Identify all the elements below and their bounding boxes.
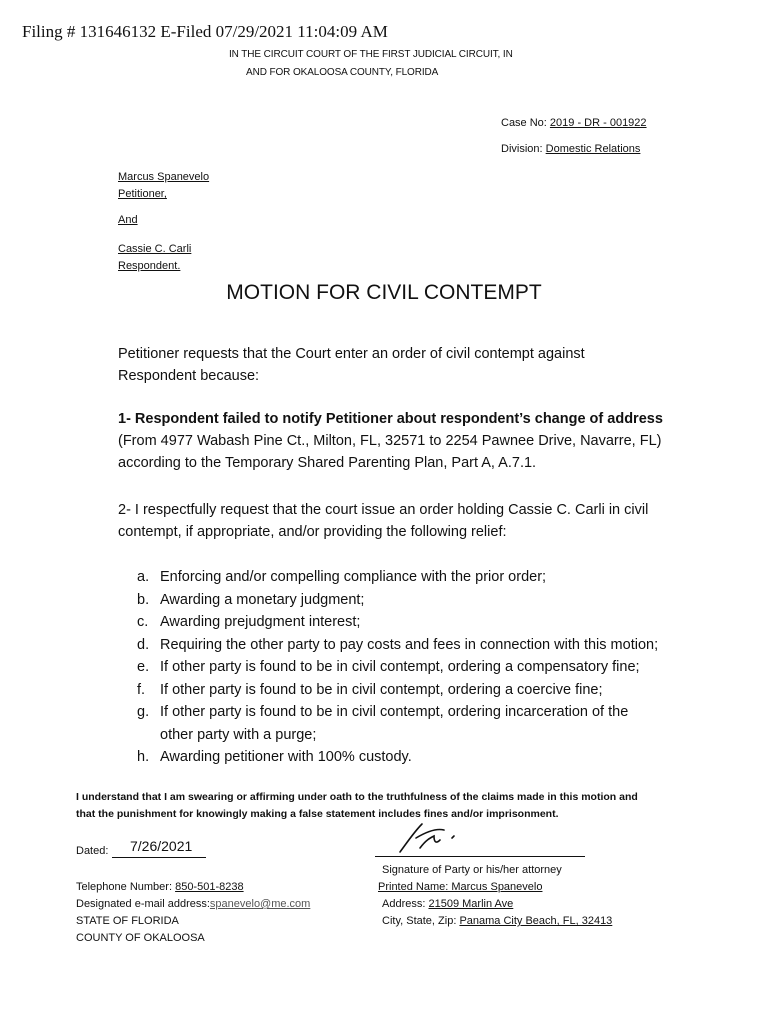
reason-1-line: (From 4977 Wabash Pine Ct., Milton, FL, 32571 to 2254 Pawnee Drive, Navarre, FL) [118,433,662,449]
address [382,896,513,913]
list-item-letter: b. [137,591,150,608]
intro-line: Respondent because: [118,368,260,384]
city-value: Panama City Beach, FL, 32413 [459,915,613,927]
reason-2-line: contempt, if appropriate, and/or providing the following relief: [118,524,507,540]
reason-paragraph-2 [118,499,648,543]
city-state-zip [382,913,612,930]
reason-1-heading: 1- Respondent failed to notify Petitioner about respondent’s change of address [118,411,663,427]
list-item-letter: h. [137,749,150,765]
dated-label: Dated: [76,845,109,857]
list-item [137,634,658,657]
state-line: STATE OF FLORIDA [76,915,179,927]
left-footer [76,879,310,947]
list-item [137,589,658,612]
division [501,143,640,155]
reason-paragraph-1 [118,408,663,474]
address-label: Address: [382,898,426,910]
relief-list [137,566,658,769]
case-number-label: Case No: [501,117,547,129]
dated-value: 7/26/2021 [130,838,193,854]
reason-1-line: according to the Temporary Shared Parenting Plan, Part A, A.7.1. [118,455,537,471]
designated-email [76,896,310,913]
filing-stamp: Filing # 131646132 E-Filed 07/29/2021 11:04:09 AM [22,22,388,41]
case-number-value: 2019 - DR - 001922 [549,117,647,129]
division-value: Domestic Relations [545,143,641,155]
list-item-text: If other party is found to be in civil contempt, ordering a compensatory fine; [160,659,640,675]
signature-line [375,856,585,857]
dated-underline [112,857,206,858]
list-item-letter: d. [137,636,150,653]
intro-paragraph [118,343,585,387]
respondent-name: Cassie C. Carli [118,243,192,255]
address-value: 21509 Marlin Ave [428,898,514,910]
list-item-letter: f. [137,681,146,698]
oath-line: I understand that I am swearing or affirming under oath to the truthfulness of the claims made in this motion and [76,791,638,803]
printed-name: Printed Name: Marcus Spanevelo [378,881,543,893]
list-item [137,611,658,634]
email-link[interactable]: spanevelo@me.com [209,898,311,910]
respondent-role: Respondent. [118,260,181,272]
list-item [137,746,658,769]
signature-label: Signature of Party or his/her attorney [382,864,562,876]
list-item [137,566,658,589]
county-line: COUNTY OF OKALOOSA [76,932,205,944]
telephone-label: Telephone Number: [76,881,173,893]
intro-line: Petitioner requests that the Court enter an order of civil contempt against [118,346,585,362]
list-item-letter: a. [137,569,150,585]
document-title: MOTION FOR CIVIL CONTEMPT [226,281,542,304]
list-item [137,679,658,702]
list-item-text: Awarding petitioner with 100% custody. [160,749,412,765]
list-item [137,724,658,747]
list-item-letter: c. [137,614,149,630]
reason-2-line: 2- I respectfully request that the court issue an order holding Cassie C. Carli in civil [118,502,649,518]
telephone-value: 850-501-8238 [175,881,244,893]
telephone-number [76,879,310,896]
list-item-letter [137,724,160,747]
division-label: Division: [501,143,543,155]
list-item-text: If other party is found to be in civil contempt, ordering a coercive fine; [160,681,603,698]
oath-line: that the punishment for knowingly making a false statement includes fines and/or imprisonment. [76,808,559,820]
list-item-text: Enforcing and/or compelling compliance with the prior order; [160,569,547,585]
and-label: And [118,214,138,226]
list-item-letter: e. [137,659,150,675]
case-number [501,117,647,129]
city-label: City, State, Zip: [382,915,457,927]
list-item-text: If other party is found to be in civil contempt, ordering incarceration of the [160,704,629,720]
list-item-text: Requiring the other party to pay costs and fees in connection with this motion; [160,636,659,653]
list-item-text: other party with a purge; [160,726,317,743]
petitioner-role: Petitioner, [118,188,167,200]
list-item-letter: g. [137,704,150,720]
petitioner-name: Marcus Spanevelo [118,171,210,183]
list-item-text: Awarding prejudgment interest; [160,614,361,630]
list-item [137,701,658,724]
email-label: Designated e-mail address: [76,898,210,910]
list-item [137,656,658,679]
oath-statement [76,789,638,823]
court-heading-line2: AND FOR OKALOOSA COUNTY, FLORIDA [246,67,439,78]
court-heading-line1: IN THE CIRCUIT COURT OF THE FIRST JUDICIAL CIRCUIT, IN [229,49,513,60]
list-item-text: Awarding a monetary judgment; [160,591,365,608]
